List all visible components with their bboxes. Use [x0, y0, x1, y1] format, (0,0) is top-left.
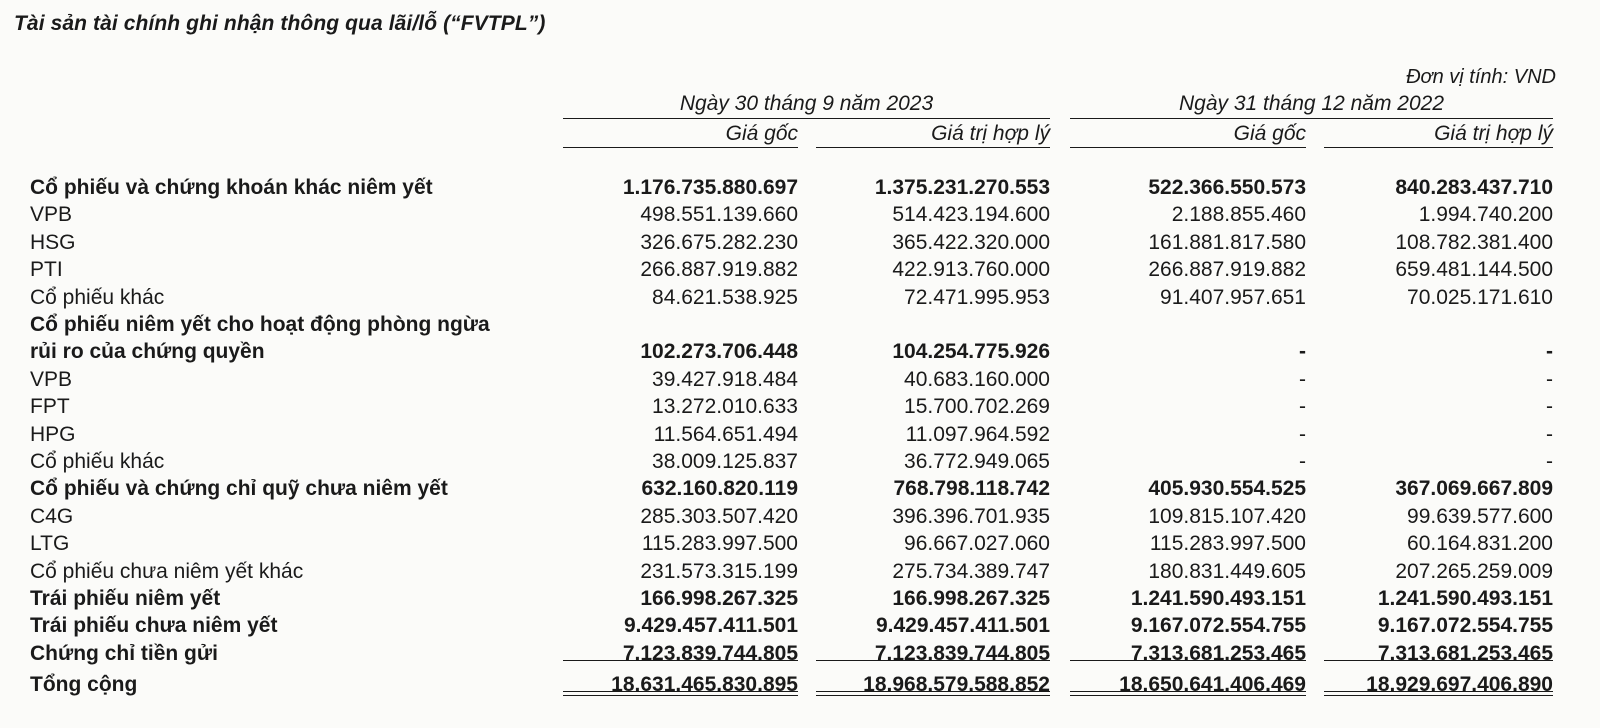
total-double-rule	[1324, 691, 1553, 696]
row-value: 15.700.702.269	[904, 395, 1050, 419]
row-value: -	[1546, 395, 1553, 419]
row-value: 231.573.315.199	[640, 559, 798, 583]
row-value: 7.123.839.744.805	[622, 641, 798, 665]
row-label: Tổng cộng	[30, 673, 138, 697]
row-value: 9.429.457.411.501	[875, 614, 1050, 638]
row-value: 405.930.554.525	[1148, 477, 1306, 501]
total-double-rule	[563, 691, 798, 696]
total-top-rule	[816, 660, 1050, 661]
table-row	[0, 392, 1600, 421]
row-value: -	[1299, 450, 1306, 473]
row-value: 13.272.010.633	[652, 395, 798, 419]
row-value: 1.241.590.493.151	[1130, 587, 1306, 610]
total-top-rule	[1324, 660, 1553, 661]
row-label: Cổ phiếu chưa niêm yết khác	[30, 559, 304, 583]
row-value: 1.176.735.880.697	[622, 176, 798, 199]
row-value: 367.069.667.809	[1395, 477, 1553, 501]
row-label: Cổ phiếu niêm yết cho hoạt động phòng ngừa	[30, 313, 490, 336]
total-top-rule	[563, 660, 798, 661]
row-label: Cổ phiếu khác	[30, 450, 165, 473]
table-row	[0, 173, 1600, 202]
row-value: 11.097.964.592	[905, 422, 1050, 446]
table-row	[0, 474, 1600, 503]
row-value: 396.396.701.935	[892, 504, 1050, 528]
row-value: 7.313.681.253.465	[1377, 641, 1553, 665]
table-row	[0, 255, 1600, 284]
row-value: 166.998.267.325	[892, 587, 1050, 610]
column-header-cost-2023: Giá gốc	[563, 121, 798, 148]
row-value: 522.366.550.573	[1148, 176, 1306, 199]
table-row	[0, 365, 1600, 394]
row-value: 768.798.118.742	[893, 477, 1050, 501]
row-value: 40.683.160.000	[904, 367, 1050, 391]
row-value: 18.650.641.406.469	[1119, 673, 1306, 697]
row-value: 7.313.681.253.465	[1130, 641, 1306, 665]
row-value: 96.667.027.060	[904, 532, 1050, 556]
table-row	[0, 584, 1600, 613]
row-value: 514.423.194.600	[892, 203, 1050, 227]
row-value: 36.772.949.065	[904, 450, 1050, 473]
row-value: 161.881.817.580	[1148, 230, 1306, 254]
row-value: 422.913.760.000	[892, 258, 1050, 282]
row-label: FPT	[30, 395, 70, 419]
row-value: -	[1546, 450, 1553, 473]
table-row	[0, 200, 1600, 229]
row-value: 266.887.919.882	[640, 258, 798, 282]
column-header-fair-value-2022: Giá trị hợp lý	[1324, 121, 1553, 148]
row-label: Chứng chỉ tiền gửi	[30, 641, 218, 665]
row-value: 9.167.072.554.755	[1130, 614, 1306, 638]
column-group-header-2022: Ngày 31 tháng 12 năm 2022	[1070, 91, 1553, 119]
row-label: HSG	[30, 230, 76, 254]
column-header-fair-value-2023: Giá trị hợp lý	[816, 121, 1050, 148]
row-value: 9.429.457.411.501	[623, 614, 798, 638]
row-value: 18.968.579.588.852	[863, 673, 1050, 697]
table-row	[0, 611, 1600, 640]
row-value: -	[1299, 367, 1306, 391]
row-label: Trái phiếu chưa niêm yết	[30, 614, 278, 638]
row-value: 38.009.125.837	[652, 450, 798, 473]
row-label: VPB	[30, 203, 73, 227]
row-value: 266.887.919.882	[1148, 258, 1306, 282]
row-value: -	[1299, 340, 1306, 364]
column-header-cost-2022: Giá gốc	[1070, 121, 1306, 148]
row-value: 365.422.320.000	[892, 230, 1050, 254]
row-label: C4G	[30, 504, 74, 528]
row-label: Trái phiếu niêm yết	[30, 587, 221, 610]
table-row	[0, 310, 1600, 339]
row-value: -	[1546, 340, 1553, 364]
table-row	[0, 502, 1600, 531]
row-value: 70.025.171.610	[1407, 285, 1553, 309]
row-label: LTG	[30, 532, 70, 556]
table-row	[0, 557, 1600, 586]
column-group-header-2023: Ngày 30 tháng 9 năm 2023	[563, 91, 1050, 119]
row-value: 840.283.437.710	[1395, 176, 1553, 199]
row-label: rủi ro của chứng quyền	[30, 340, 265, 364]
row-value: 18.631.465.830.895	[611, 673, 798, 697]
row-value: 109.815.107.420	[1148, 504, 1306, 528]
row-value: 1.241.590.493.151	[1377, 587, 1553, 610]
row-label: PTI	[30, 258, 63, 282]
row-value: 108.782.381.400	[1395, 230, 1553, 254]
row-value: 115.283.997.500	[641, 532, 798, 556]
table-row	[0, 420, 1600, 449]
row-value: 91.407.957.651	[1160, 285, 1306, 309]
row-value: 84.621.538.925	[652, 285, 798, 309]
unit-label: Đơn vị tính: VND	[1406, 66, 1556, 88]
row-value: 11.564.651.494	[653, 422, 798, 446]
row-value: 285.303.507.420	[640, 504, 798, 528]
table-row	[0, 639, 1600, 668]
total-double-rule	[1070, 691, 1306, 696]
row-value: 1.375.231.270.553	[874, 176, 1050, 199]
row-value: 180.831.449.605	[1148, 559, 1306, 583]
row-value: -	[1546, 422, 1553, 446]
row-value: 9.167.072.554.755	[1377, 614, 1553, 638]
row-label: Cổ phiếu khác	[30, 285, 165, 309]
row-value: 275.734.389.747	[892, 559, 1050, 583]
table-row	[0, 337, 1600, 366]
total-double-rule	[816, 691, 1050, 696]
row-label: HPG	[30, 422, 76, 446]
row-value: 166.998.267.325	[640, 587, 798, 610]
total-top-rule	[1070, 660, 1306, 661]
row-value: 99.639.577.600	[1407, 504, 1553, 528]
row-value: -	[1546, 367, 1553, 391]
table-row	[0, 447, 1600, 476]
row-value: 2.188.855.460	[1171, 203, 1306, 227]
table-row	[0, 529, 1600, 558]
row-value: 72.471.995.953	[904, 285, 1050, 309]
row-value: 7.123.839.744.805	[874, 641, 1050, 665]
row-value: 207.265.259.009	[1395, 559, 1553, 583]
table-row	[0, 228, 1600, 257]
table-row	[0, 283, 1600, 312]
row-value: 659.481.144.500	[1395, 258, 1553, 282]
row-value: 60.164.831.200	[1407, 532, 1553, 556]
row-value: 18.929.697.406.890	[1366, 673, 1553, 697]
row-value: 632.160.820.119	[641, 477, 798, 501]
row-value: 1.994.740.200	[1418, 203, 1553, 227]
row-value: 104.254.775.926	[892, 340, 1050, 364]
row-value: 115.283.997.500	[1149, 532, 1306, 556]
row-label: Cổ phiếu và chứng khoán khác niêm yết	[30, 176, 433, 199]
row-value: 498.551.139.660	[640, 203, 798, 227]
row-value: 39.427.918.484	[652, 367, 798, 391]
row-value: -	[1299, 395, 1306, 419]
page-title: Tài sản tài chính ghi nhận thông qua lãi/lỗ (“FVTPL”)	[14, 12, 546, 35]
row-value: -	[1299, 422, 1306, 446]
row-value: 102.273.706.448	[640, 340, 798, 364]
row-label: VPB	[30, 367, 73, 391]
row-label: Cổ phiếu và chứng chỉ quỹ chưa niêm yết	[30, 477, 448, 501]
row-value: 326.675.282.230	[640, 230, 798, 254]
